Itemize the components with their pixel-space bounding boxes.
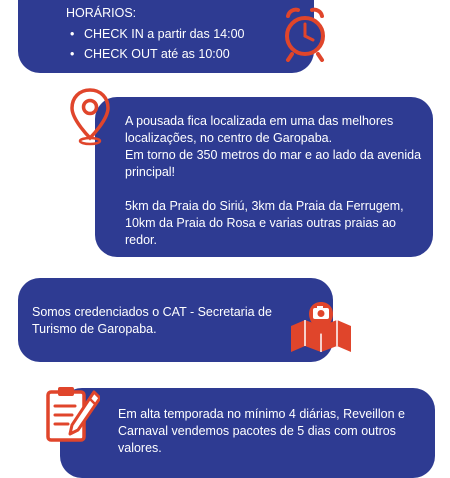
hours-list xyxy=(70,24,245,64)
list-item: • CHECK IN a partir das 14:00 xyxy=(70,27,245,41)
hours-card xyxy=(18,0,314,73)
location-card xyxy=(95,97,433,257)
cat-card xyxy=(18,278,333,362)
location-pin-icon xyxy=(70,88,110,146)
hours-title: HORÁRIOS: xyxy=(66,6,137,20)
map-camera-icon xyxy=(289,290,353,354)
clipboard-pen-icon xyxy=(44,384,100,444)
season-card xyxy=(60,388,435,478)
location-text xyxy=(125,113,425,249)
alarm-clock-icon xyxy=(280,4,330,62)
season-text: Em alta temporada no mínimo 4 diárias, Reveillon e Carnaval vendemos pacotes de 5 dias com outros valores. xyxy=(118,407,405,455)
location-paragraph: Em torno de 350 metros do mar e ao lado da avenida principal! xyxy=(125,148,422,179)
location-paragraph: 5km da Praia do Siriú, 3km da Praia da Ferrugem, 10km da Praia do Rosa e varias outras praias ao redor. xyxy=(125,199,404,247)
location-paragraph: A pousada fica localizada em uma das melhores localizações, no centro de Garopaba. xyxy=(125,114,394,145)
cat-text: Somos credenciados o CAT - Secretaria de Turismo de Garopaba. xyxy=(32,305,272,336)
list-item: • CHECK OUT até as 10:00 xyxy=(70,47,230,61)
